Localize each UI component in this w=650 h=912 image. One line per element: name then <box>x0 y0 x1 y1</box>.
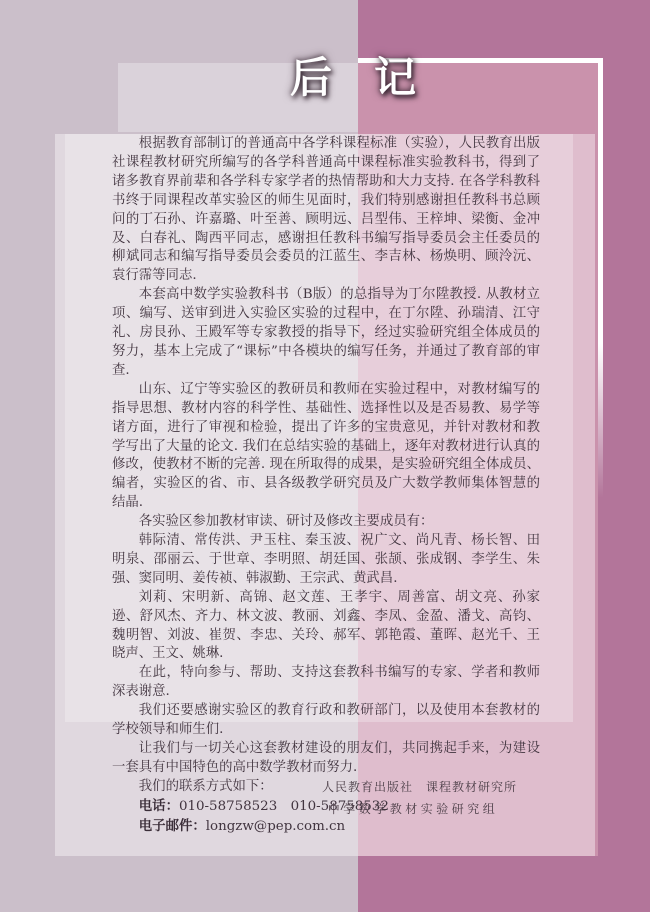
publisher-line-2: 中学数学教材实验研究组 <box>327 802 499 816</box>
paragraph-thanks-admin: 我们还要感谢实验区的教育行政和教研部门，以及使用本套教材的学校领导和师生们. <box>112 703 540 738</box>
paragraph-members-intro: 各实验区参加教材审读、研讨及修改主要成员有： <box>138 514 434 530</box>
email-address: longzw@pep.com.cn <box>205 818 346 834</box>
page-title <box>180 54 416 102</box>
publisher-line-1: 人民教育出版社 课程教材研究所 <box>322 780 518 794</box>
paragraph-call-to-action: 让我们与一切关心这套教材建设的朋友们，共同携起手来，为建设一套具有中国特色的高中数学教材而努力. <box>112 741 540 775</box>
paragraph-contact-intro: 我们的联系方式如下： <box>138 778 273 794</box>
email-label: 电子邮件： <box>138 817 206 834</box>
paragraph-member-list-2: 刘莉、宋明新、高锦、赵文莲、王孝宇、周善富、胡文亮、孙家逊、舒风杰、齐力、林文波、教丽、刘鑫、李凤、金盈、潘戈、高钧、魏明智、刘波、崔贺、李忠、关玲、郝军、郭艳霞、董晖、赵光千、王晓声、王文、姚琳. <box>112 589 540 662</box>
paragraph-member-list-1: 韩际清、常传洪、尹玉柱、秦玉波、祝广文、尚凡青、杨长智、田明泉、邵丽云、于世章、李明照、胡廷国、张颉、张成钢、李学生、朱强、窦同明、姜传祯、韩淑勤、王宗武、黄武昌. <box>112 533 540 586</box>
phone-numbers: 010-58758523 010-58758532 <box>178 798 389 814</box>
paragraph-thanks: 在此，特向参与、帮助、支持这套教科书编写的专家、学者和教师深表谢意. <box>112 665 540 700</box>
paragraph-acknowledge-advisors: 根据教育部制订的普通高中各学科课程标准（实验），人民教育出版社课程教材研究所编写的各学科普通高中课程标准实验教科书，得到了诸多教育界前辈和各学科专家学者的热情帮助和大力支持. 在各学科教科书终于同课程改革实验区的师生见面时，我们特别感谢担任教科书总顾问的丁石孙、许嘉璐、叶至善、顾明远、吕型伟、王梓坤、梁衡、金冲及、白春礼、陶西平同志，感谢担任教科书编写指导委员会主任委员的柳斌同志和编写指导委员会委员的江蓝生、李吉林、杨焕明、顾泠沅、袁行霈等同志. <box>112 136 540 284</box>
paragraph-general-director: 本套高中数学实验教科书（B版）的总指导为丁尔陞教授. 从教材立项、编写、送审到进入实验区实验的过程中，在丁尔陞、孙瑞清、江守礼、房艮孙、王殿军等专家教授的指导下，经过实验研究组全体成员的努力，基本上完成了“课标”中各模块的编写任务，并通过了教育部的审查. <box>112 287 540 378</box>
afterword-body <box>112 135 540 837</box>
publisher-block <box>322 776 518 820</box>
title-char-ji: 记 <box>373 53 416 102</box>
paragraph-experiment-regions: 山东、辽宁等实验区的教研员和教师在实验过程中，对教材编写的指导思想、教材内容的科学性、基础性、选择性以及是否易教、易学等诸方面，进行了审视和检验，提出了许多的宝贵意见，并针对教材和教学写出了大量的论文. 我们在总结实验的基础上，逐年对教材进行认真的修改，使教材不断的完善. 现在所取得的成果，是实验研究组全体成员、编者，实验区的省、市、县各级教学研究员及广大数学教师集体智慧的结晶. <box>112 381 540 511</box>
title-char-hou: 后 <box>289 53 332 102</box>
phone-label: 电话： <box>138 797 179 814</box>
white-frame-right-edge <box>598 58 603 498</box>
